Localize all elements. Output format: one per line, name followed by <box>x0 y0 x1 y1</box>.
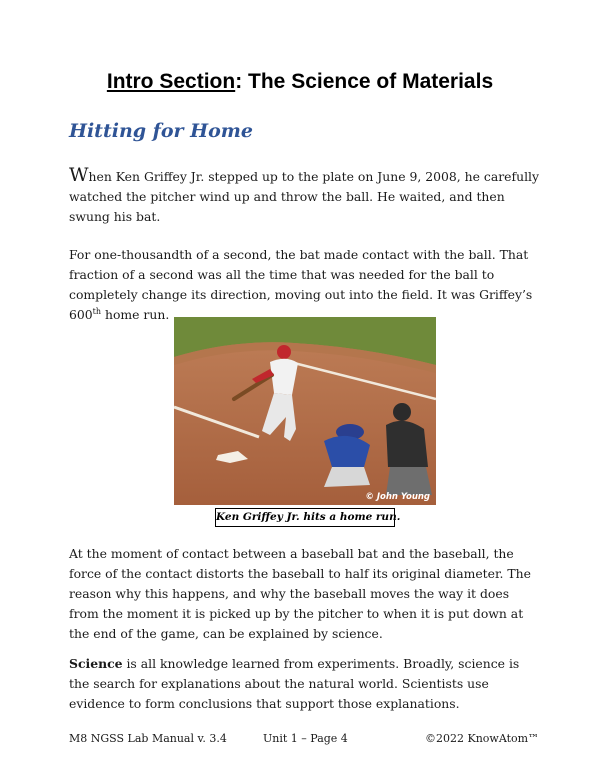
paragraph-intro-text: hen Ken Griffey Jr. stepped up to the plate on June 9, 2008, he carefully watched the pitcher wind up and throw the ball. He waited, and then swung his bat. <box>69 169 540 224</box>
footer-manual: M8 NGSS Lab Manual v. 3.4 <box>69 732 227 745</box>
section-heading: Hitting for Home <box>69 120 253 142</box>
photo-credit: © John Young <box>365 492 430 502</box>
paragraph-science-text: is all knowledge learned from experiments. Broadly, science is the search for explanations about the natural world. Scientists use evidence to form conclusions that support those explanations. <box>69 656 520 711</box>
superscript-th: th <box>92 306 102 316</box>
photo-caption: Ken Griffey Jr. hits a home run. <box>215 508 395 527</box>
footer-copyright: ©2022 KnowAtom™ <box>425 732 540 745</box>
baseball-photo <box>174 317 436 505</box>
paragraph-science <box>69 654 539 714</box>
paragraph-contact-end: home run. <box>101 307 170 322</box>
footer-page-number: Unit 1 – Page 4 <box>263 732 348 745</box>
paragraph-contact <box>69 245 539 325</box>
baseball-photo-image <box>174 317 436 505</box>
page-title <box>0 70 600 94</box>
paragraph-force: At the moment of contact between a baseball bat and the baseball, the force of the contact distorts the baseball to half its original diameter. The reason why this happens, and why the baseball moves the way it does from the moment it is picked up by the pitcher to when it is put down at the end of the game, can be explained by science. <box>69 546 531 641</box>
page-title-underlined: Intro Section <box>106 70 236 93</box>
paragraph-contact-text: For one-thousandth of a second, the bat made contact with the ball. That fraction of a second was all the time that was needed for the ball to completely change its direction, moving out into the field. It was Griffey’s 600 <box>69 247 533 322</box>
page-title-rest: : The Science of Materials <box>235 70 494 93</box>
dropcap-letter: W <box>69 164 89 186</box>
paragraph-intro <box>69 165 539 227</box>
science-term: Science <box>69 656 123 671</box>
